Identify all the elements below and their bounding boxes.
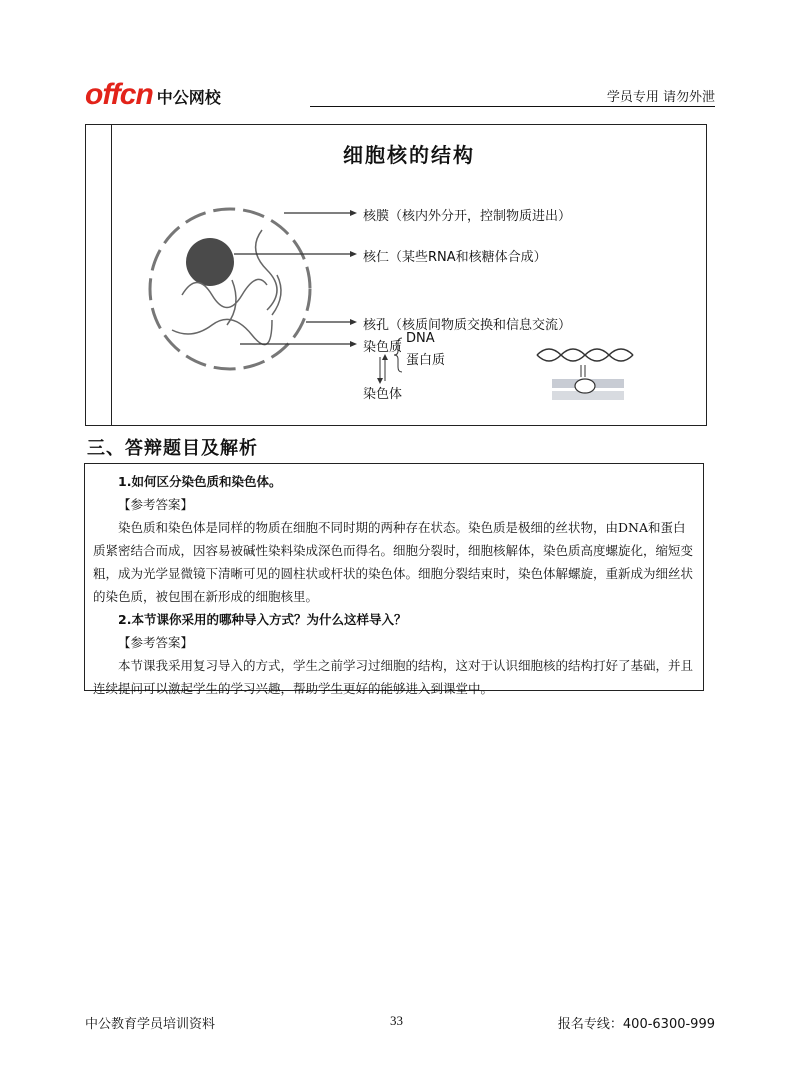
- centromere-shape: [575, 379, 595, 393]
- label-membrane: 核膜（核内外分开，控制物质进出）: [363, 209, 572, 224]
- header-notice: 学员专用 请勿外泄: [606, 90, 715, 105]
- label-pore: 核孔（核质间物质交换和信息交流）: [363, 318, 572, 333]
- reference-label-2: 【参考答案】: [118, 635, 194, 650]
- nucleus-figure: [111, 125, 706, 425]
- label-protein: 蛋白质: [406, 353, 446, 368]
- footer-source: 中公教育学员培训资料: [85, 1017, 216, 1032]
- label-chromatin: 染色质: [363, 340, 403, 355]
- label-nucleolus: 核仁（某些RNA和核糖体合成）: [363, 250, 547, 265]
- label-dna: DNA: [406, 331, 435, 346]
- header-rule: [310, 106, 715, 107]
- offcn-logo: [85, 76, 221, 110]
- page-number: 33: [390, 1013, 403, 1028]
- figure-box: [85, 124, 707, 426]
- chromatin-strand: [227, 280, 236, 325]
- answer-1: 染色质和染色体是同样的物质在细胞不同时期的两种存在状态。染色质是极细的丝状物，由DNA和蛋白质紧密结合而成，因容易被碱性染料染成深色而得名。细胞分裂时，细胞核解体，染色质高度螺旋化，缩短变粗，成为光学显微镜下清晰可见的圆柱状或杆状的染色体。细胞分裂结束时，染色体解螺旋，重新成为细丝状的染色质，被包围在新形成的细胞核里。: [93, 520, 694, 604]
- nuclear-envelope: [150, 209, 310, 369]
- nucleus-diagram: [112, 125, 706, 425]
- section-title: 三、答辩题目及解析: [87, 438, 258, 459]
- footer-hotline: 报名专线：400-6300-999: [557, 1017, 715, 1032]
- question-2: 2.本节课你采用的哪种导入方式？为什么这样导入？: [118, 612, 407, 627]
- chromatin-strand: [182, 279, 267, 307]
- qa-box: [84, 463, 704, 696]
- logo-text: 中公网校: [156, 88, 221, 107]
- logo-mark: offcn: [85, 78, 153, 111]
- nucleolus-shape: [186, 238, 234, 286]
- page-header: [85, 70, 715, 110]
- chromatin-strand: [172, 319, 272, 344]
- label-chromosome: 染色体: [363, 387, 403, 402]
- chromatin-strand: [256, 230, 277, 310]
- answer-2: 本节课我采用复习导入的方式，学生之前学习过细胞的结构，这对于认识细胞核的结构打好了基础，并且连续提问可以激起学生的学习兴趣，帮助学生更好的能够进入到课堂中。: [93, 658, 694, 696]
- reference-label-1: 【参考答案】: [118, 497, 194, 512]
- question-1: 1.如何区分染色质和染色体。: [118, 474, 282, 489]
- figure-title: 细胞核的结构: [343, 143, 475, 167]
